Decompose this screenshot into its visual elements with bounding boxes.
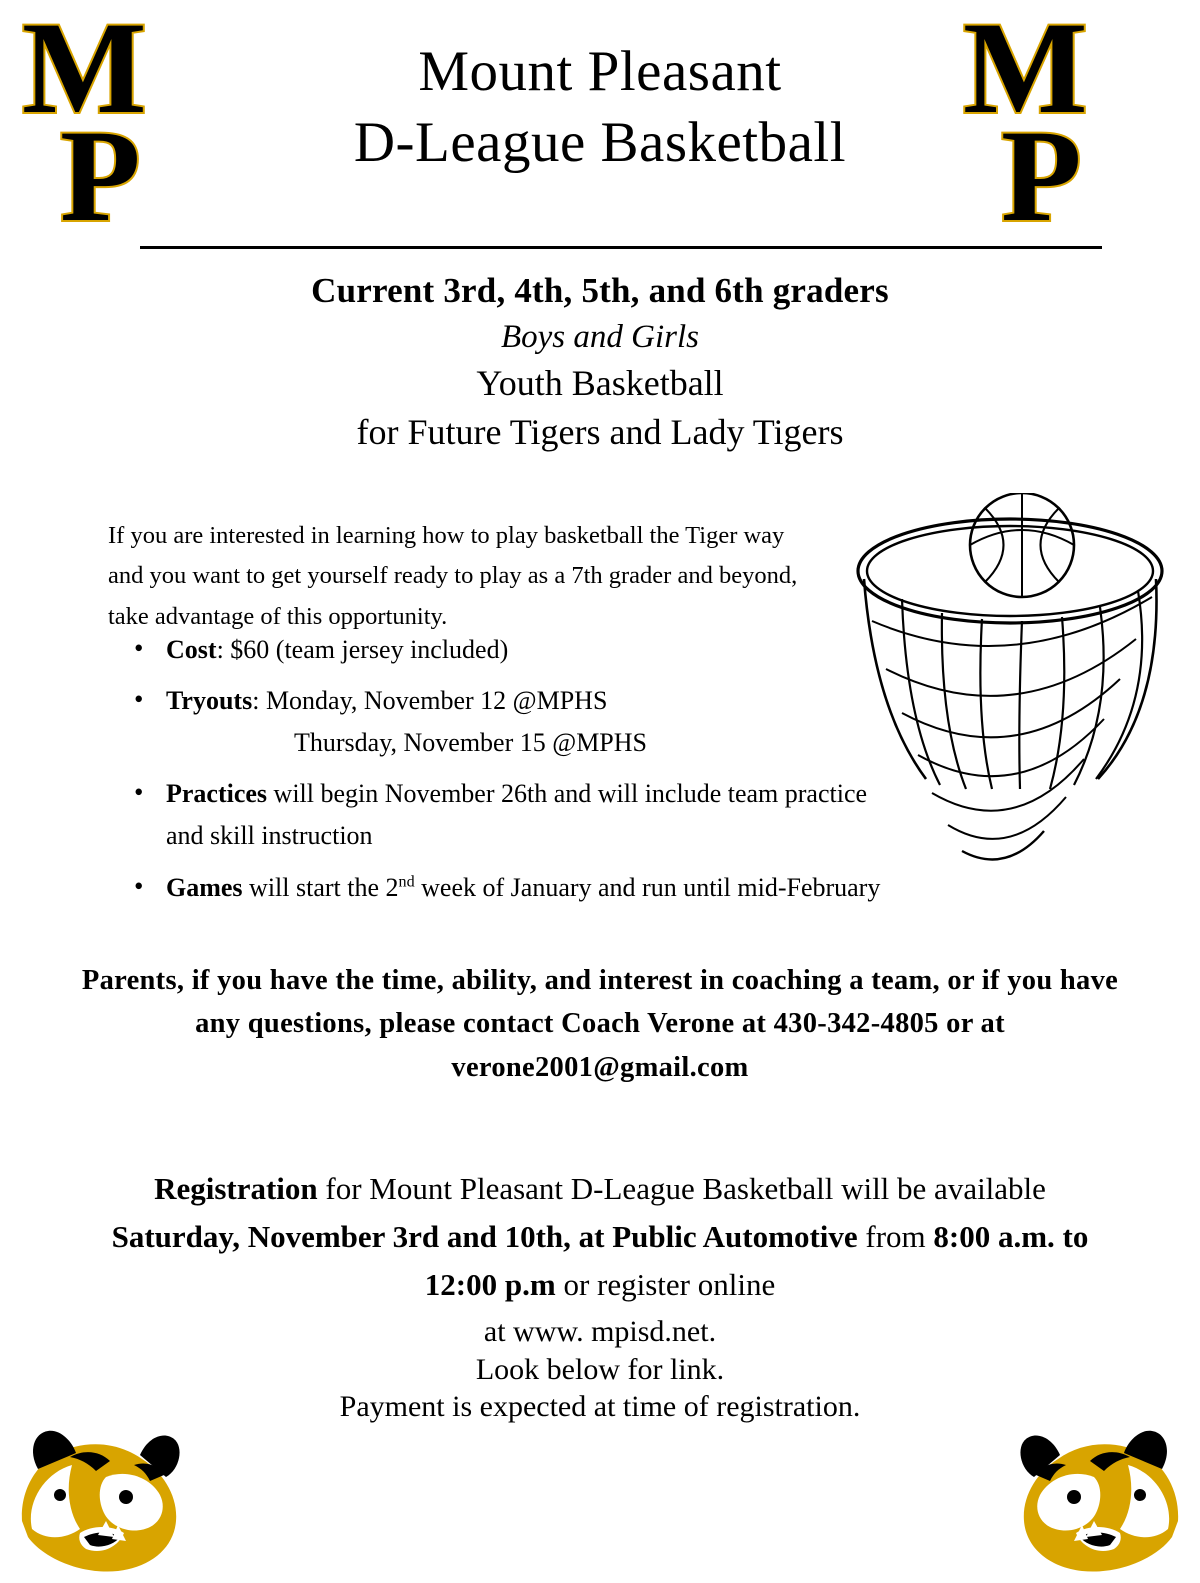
list-item-games [166, 867, 886, 909]
registration-hours: 8:00 a.m. to 12:00 p.m [424, 1219, 1089, 1303]
registration-dates: Saturday, November 3rd and 10th, at Public Automotive [111, 1219, 858, 1254]
bullet-label-practices: Practices [166, 779, 268, 809]
mp-logo-right-m: M [963, 0, 1084, 141]
subtitle-boys-girls: Boys and Girls [501, 318, 699, 355]
bullet-label-cost: Cost [166, 635, 217, 665]
list-item-cost [166, 629, 886, 671]
page-title [230, 36, 970, 179]
registration-link-note: Look below for link. [475, 1352, 725, 1386]
mp-logo-right [963, 0, 1178, 250]
details-list [130, 629, 886, 918]
bullet-label-tryouts: Tryouts [166, 686, 253, 716]
tiger-head-logo-right [1008, 1425, 1186, 1575]
mp-logo-left-m: M [22, 0, 143, 141]
intro-paragraph: If you are interested in learning how to play basketball the Tiger way and you want to get yourself ready to play as a 7th grader and beyond, take advantage of this opportunity. [108, 521, 798, 630]
bullet-text-practices: will begin November 26th and will include team practice and skill instruction [166, 779, 868, 851]
subtitle-future-tigers: for Future Tigers and Lady Tigers [356, 412, 844, 453]
parents-contact-note: Parents, if you have the time, ability, and interest in coaching a team, or if you have any questions, please contact Coach Verone at 430-342-4805 or at verone2001@gmail.com [81, 965, 1119, 1083]
registration-text-2: from [857, 1219, 934, 1254]
registration-payment-note: Payment is expected at time of registration. [339, 1390, 861, 1424]
bullet-label-games: Games [166, 872, 243, 902]
title-line-1: Mount Pleasant [418, 40, 782, 103]
mp-logo-left [22, 0, 237, 250]
bullet-sep-cost: : [216, 635, 231, 665]
bullet-text-tryouts-second: Thursday, November 15 @MPHS [294, 728, 648, 758]
tiger-head-logo-left [14, 1425, 192, 1575]
basketball-hoop-icon [842, 493, 1172, 863]
subtitle-block [0, 268, 1200, 457]
bullet-text-games-sup: nd [398, 872, 415, 890]
list-item-tryouts [166, 680, 886, 764]
bullet-text-tryouts: Monday, November 12 @MPHS [265, 686, 608, 716]
body-area [0, 481, 1200, 951]
mp-logo-left-p: P [60, 102, 137, 250]
bullet-sep-tryouts: : [252, 686, 266, 716]
subtitle-grades: Current 3rd, 4th, 5th, and 6th graders [311, 271, 889, 310]
registration-paragraph [0, 1165, 1200, 1309]
registration-tail [0, 1313, 1200, 1426]
registration-label: Registration [154, 1170, 318, 1206]
bullet-text-cost: $60 (team jersey included) [230, 635, 509, 665]
subtitle-youth-basketball: Youth Basketball [476, 363, 724, 404]
title-line-2: D-League Basketball [353, 111, 847, 175]
registration-website[interactable]: at www. mpisd.net. [483, 1315, 717, 1349]
mp-logo-right-p: P [1001, 102, 1078, 250]
bullet-text-games-post: week of January and run until mid-February [414, 872, 881, 902]
bullet-text-games-pre: will start the 2 [249, 872, 399, 902]
registration-text-3: or register online [555, 1267, 776, 1303]
registration-text-1: for Mount Pleasant D-League Basketball will be available [317, 1170, 1046, 1206]
title-divider [140, 246, 1102, 249]
list-item-practices [166, 773, 886, 857]
flyer-header [0, 0, 1200, 250]
